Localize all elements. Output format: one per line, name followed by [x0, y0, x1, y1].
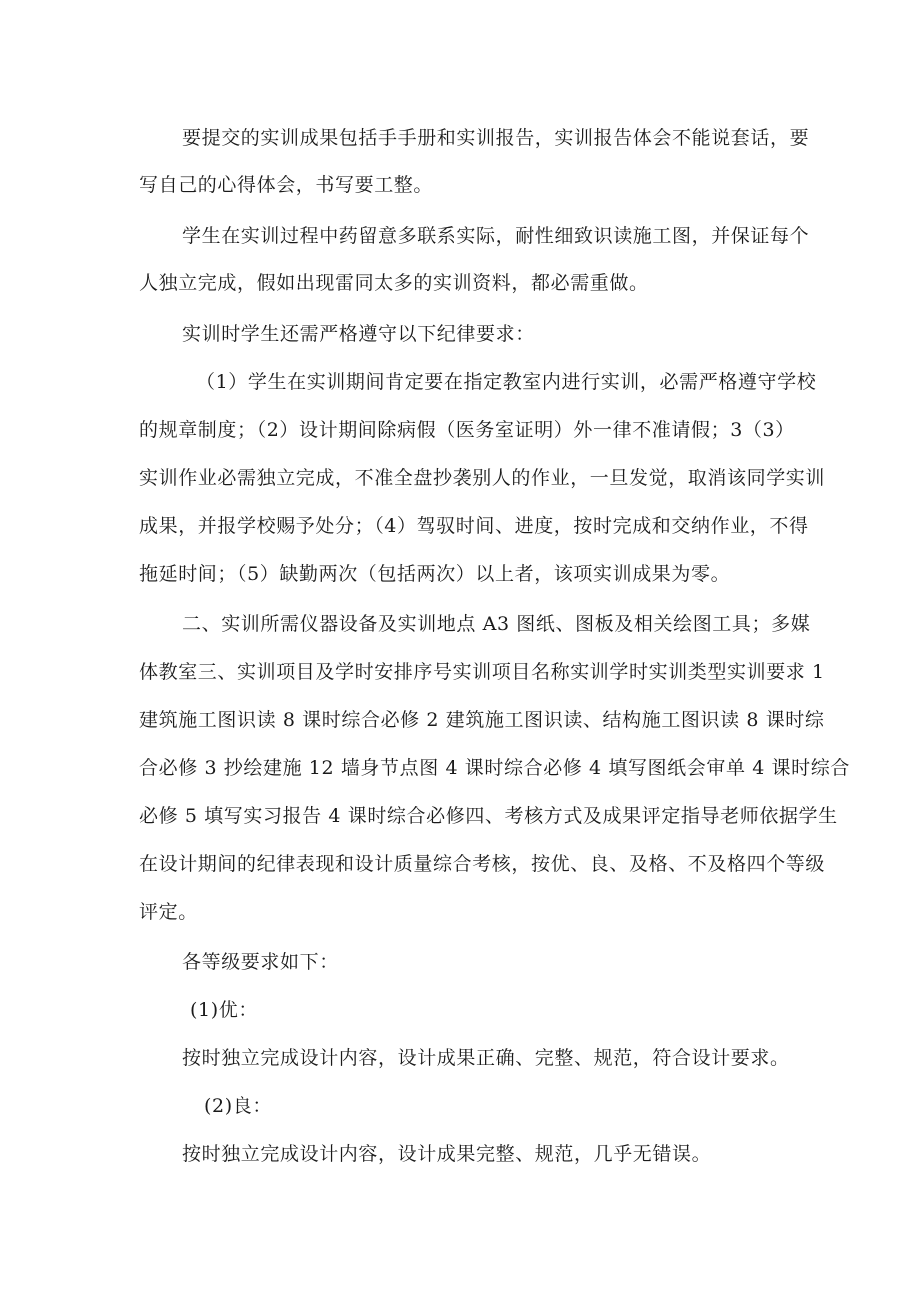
text-line: 学生在实训过程中药留意多联系实际，耐性细致识读施工图，并保证每个: [182, 225, 810, 247]
text-line: 实训时学生还需严格遵守以下纪律要求：: [182, 323, 535, 345]
text-line: 各等级要求如下：: [182, 951, 339, 973]
text-line: （1）学生在实训期间肯定要在指定教室内进行实训，必需严格遵守学校: [196, 371, 817, 393]
text-line: 按时独立完成设计内容，设计成果正确、完整、规范，符合设计要求。: [182, 1047, 790, 1069]
text-line: 建筑施工图识读 8 课时综合必修 2 建筑施工图识读、结构施工图识读 8 课时综: [139, 709, 825, 731]
text-line: 评定。: [139, 901, 198, 923]
text-line: 在设计期间的纪律表现和设计质量综合考核，按优、良、及格、不及格四个等级: [139, 853, 826, 875]
text-line: 按时独立完成设计内容，设计成果完整、规范，几乎无错误。: [182, 1143, 712, 1165]
text-line: 写自己的心得体会，书写要工整。: [139, 174, 434, 196]
list-item-label: (2)良：: [204, 1095, 272, 1117]
text-line: 实训作业必需独立完成，不准全盘抄袭别人的作业，一旦发觉，取消该同学实训: [139, 467, 826, 489]
text-line: 的规章制度；（2）设计期间除病假（医务室证明）外一律不准请假；3（3）: [139, 419, 795, 441]
text-line: 人独立完成，假如出现雷同太多的实训资料，都必需重做。: [139, 272, 649, 294]
text-line: 合必修 3 抄绘建施 12 墙身节点图 4 课时综合必修 4 填写图纸会审单 4 课时综合: [139, 757, 850, 779]
list-item-label: (1)优：: [190, 999, 258, 1021]
text-line: 拖延时间；（5）缺勤两次（包括两次）以上者，该项实训成果为零。: [139, 563, 731, 585]
text-line: 必修 5 填写实习报告 4 课时综合必修四、考核方式及成果评定指导老师依据学生: [139, 805, 838, 827]
text-line: 二、实训所需仪器设备及实训地点 A3 图纸、图板及相关绘图工具；多媒: [182, 613, 811, 635]
text-line: 要提交的实训成果包括手手册和实训报告，实训报告体会不能说套话，要: [182, 127, 810, 149]
text-line: 体教室三、实训项目及学时安排序号实训项目名称实训学时实训类型实训要求 1: [139, 661, 825, 683]
text-line: 成果，并报学校赐予处分；（4）驾驭时间、进度，按时完成和交纳作业，不得: [139, 515, 809, 537]
